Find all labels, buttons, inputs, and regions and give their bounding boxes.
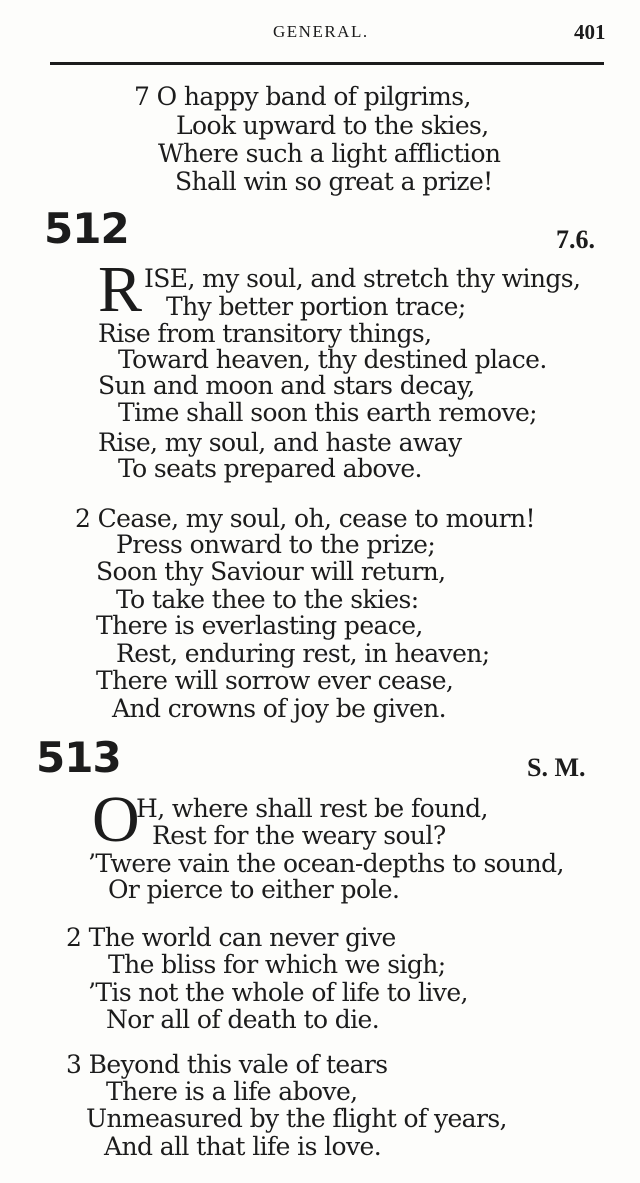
verse-line: There is everlasting peace, <box>96 611 423 640</box>
verse-line: And crowns of joy be given. <box>112 694 447 723</box>
hymn-number: 512 <box>44 204 129 253</box>
verse-line: And all that life is love. <box>104 1132 382 1161</box>
verse-line: Sun and moon and stars decay, <box>98 371 475 400</box>
verse-line: 7 O happy band of pilgrims, <box>134 82 471 111</box>
page-number: 401 <box>574 20 606 44</box>
verse-line: Rest for the weary soul? <box>152 821 446 850</box>
verse-line: ISE, my soul, and stretch thy wings, <box>144 264 581 293</box>
running-head <box>0 20 640 50</box>
hymn-number: 513 <box>36 733 121 782</box>
verse-line: Rise from transitory things, <box>98 319 432 348</box>
verse-line: There is a life above, <box>106 1077 358 1106</box>
drop-cap: R <box>98 253 143 326</box>
verse-line: Where such a light affliction <box>158 139 501 168</box>
verse-line: Look upward to the skies, <box>176 111 489 140</box>
verse-line: Press onward to the prize; <box>116 530 436 559</box>
verse-line: To take thee to the skies: <box>116 585 419 614</box>
verse-line: To seats prepared above. <box>118 454 422 483</box>
verse-line: 3 Beyond this vale of tears <box>66 1050 388 1079</box>
running-title: GENERAL. <box>273 22 369 41</box>
verse-line: Unmeasured by the flight of years, <box>86 1104 507 1133</box>
verse-line: The bliss for which we sigh; <box>108 950 446 979</box>
verse-line: 2 Cease, my soul, oh, cease to mourn! <box>75 504 535 533</box>
verse-line: Nor all of death to die. <box>106 1005 380 1034</box>
verse-line: ’Twere vain the ocean-depths to sound, <box>88 849 564 878</box>
verse-line: Or pierce to either pole. <box>108 875 400 904</box>
verse-line: Shall win so great a prize! <box>175 167 493 196</box>
verse-line: Time shall soon this earth remove; <box>118 398 537 427</box>
verse-line: There will sorrow ever cease, <box>96 666 454 695</box>
verse-line: Rest, enduring rest, in heaven; <box>116 639 490 668</box>
verse-line: 2 The world can never give <box>66 923 396 952</box>
verse-line: Toward heaven, thy destined place. <box>118 345 547 374</box>
verse-line: ’Tis not the whole of life to live, <box>88 978 468 1007</box>
hymn-meter: 7.6. <box>556 225 595 254</box>
verse-line: H, where shall rest be found, <box>136 794 488 823</box>
hymn-meter: S. M. <box>527 753 586 782</box>
verse-line: Rise, my soul, and haste away <box>98 428 462 457</box>
header-rule <box>50 62 604 65</box>
verse-line: Thy better portion trace; <box>166 292 466 321</box>
verse-line: Soon thy Saviour will return, <box>96 557 446 586</box>
drop-cap: O <box>92 783 140 856</box>
